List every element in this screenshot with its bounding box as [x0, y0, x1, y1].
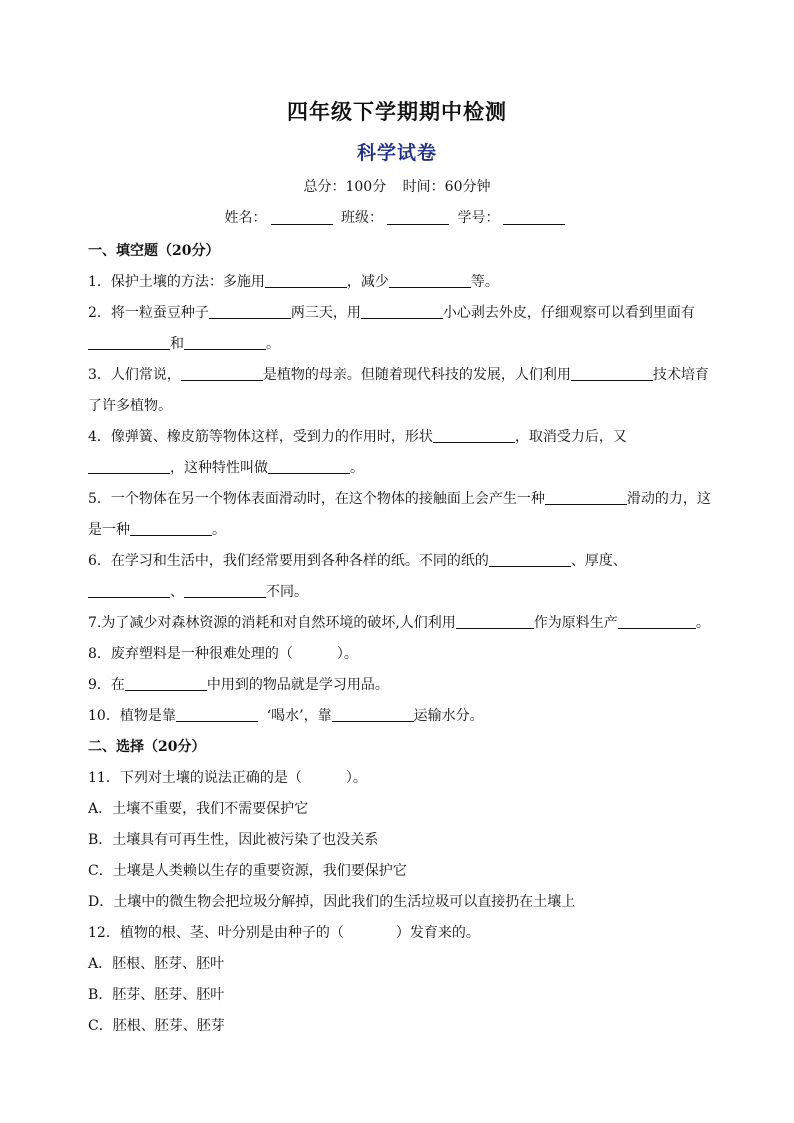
q8-text-b: ）。: [336, 646, 358, 662]
option-item: B．土壤具有可再生性，因此被污染了也没关系: [88, 832, 379, 848]
question-5-cont: [88, 515, 718, 546]
q1-text-b: ，减少: [346, 274, 389, 290]
q4-text-d: 。: [350, 460, 364, 476]
id-blank[interactable]: [503, 210, 565, 225]
question-10: [88, 701, 718, 732]
q12-stem-b: ）发育来的。: [395, 925, 480, 941]
question-7: [88, 608, 718, 639]
q11-stem-a: 11．下列对土壤的说法正确的是（: [88, 770, 302, 786]
q1-text-c: 等。: [470, 274, 499, 290]
answer-blank[interactable]: [433, 426, 515, 443]
q12-stem-a: 12．植物的根、茎、叶分别是由种子的（: [88, 925, 344, 941]
answer-blank[interactable]: [184, 333, 266, 350]
question-4-cont: [88, 453, 718, 484]
question-12: [88, 918, 718, 949]
q3-text-c: 技术培育: [652, 367, 709, 383]
question-3-cont: [88, 391, 718, 422]
q4-text-b: ，取消受力后，又: [514, 429, 627, 445]
time-limit: 时间：60分钟: [402, 179, 491, 195]
answer-blank[interactable]: [332, 705, 414, 722]
option-item: B．胚芽、胚芽、胚叶: [88, 987, 225, 1003]
q6-text-b: 、厚度、: [570, 553, 627, 569]
name-blank[interactable]: [271, 210, 333, 225]
q7-text-c: 。: [695, 615, 710, 631]
q7-text-a: 7.为了减少对森林资源的消耗和对自然环境的破坏,人们利用: [88, 615, 456, 631]
option-item: A．土壤不重要，我们不需要保护它: [88, 801, 309, 817]
question-11: [88, 763, 718, 794]
answer-blank[interactable]: [88, 457, 170, 474]
answer-blank[interactable]: [130, 519, 212, 536]
q4-text-c: ，这种特性叫做: [170, 460, 268, 476]
question-2-cont: [88, 329, 718, 360]
section-title: 一、填空题（20分）: [88, 243, 220, 259]
option-item: C．土壤是人类赖以生存的重要资源，我们要保护它: [88, 863, 407, 879]
q6-text-c: 、: [170, 584, 184, 600]
q10-text-a: 10．植物是靠: [88, 708, 176, 724]
answer-blank[interactable]: [456, 612, 534, 629]
answer-blank[interactable]: [489, 550, 571, 567]
class-blank[interactable]: [387, 210, 449, 225]
q6-text-d: 不同。: [266, 584, 308, 600]
q8-text-a: 8．废弃塑料是一种很难处理的（: [88, 646, 293, 662]
q6-text-a: 6．在学习和生活中，我们经常要用到各种各样的纸。不同的纸的: [88, 553, 489, 569]
q3-text-a: 3．人们常说，: [88, 367, 181, 383]
answer-blank[interactable]: [209, 302, 291, 319]
class-label: 班级：: [341, 210, 383, 226]
answer-blank[interactable]: [88, 333, 170, 350]
question-1: [88, 267, 718, 298]
q10-text-c: 运输水分。: [413, 708, 484, 724]
q5-text-b: 滑动的力，这: [626, 491, 711, 507]
section-title: 二、选择（20分）: [88, 739, 206, 755]
option-item: D．土壤中的微生物会把垃圾分解掉，因此我们的生活垃圾可以直接扔在土壤上: [88, 894, 576, 910]
q3-text-d: 了许多植物。: [88, 398, 172, 414]
answer-blank[interactable]: [571, 364, 653, 381]
q3-text-b: 是植物的母亲。但随着现代科技的发展，人们利用: [262, 367, 571, 383]
q5-text-a: 5．一个物体在另一个物体表面滑动时，在这个物体的接触面上会产生一种: [88, 491, 545, 507]
question-8: [88, 639, 718, 670]
q5-text-d: 。: [212, 522, 226, 538]
total-score: 总分：100分: [303, 179, 387, 195]
q2-text-a: 2．将一粒蚕豆种子: [88, 305, 209, 321]
answer-blank[interactable]: [618, 612, 696, 629]
answer-blank[interactable]: [181, 364, 263, 381]
q2-text-b: 两三天，用: [290, 305, 361, 321]
option-item: A．胚根、胚芽、胚叶: [88, 956, 225, 972]
question-6: [88, 546, 718, 577]
q2-text-e: 。: [266, 336, 280, 352]
answer-blank[interactable]: [361, 302, 443, 319]
answer-blank[interactable]: [125, 674, 207, 691]
q9-text-a: 9．在: [88, 677, 125, 693]
q4-text-a: 4．像弹簧、橡皮筋等物体这样，受到力的作用时，形状: [88, 429, 433, 445]
question-5: [88, 484, 718, 515]
exam-content: [88, 236, 718, 1042]
question-4: [88, 422, 718, 453]
q2-text-d: 和: [170, 336, 184, 352]
exam-subtitle: 科学试卷: [356, 142, 437, 164]
answer-blank[interactable]: [545, 488, 627, 505]
question-9: [88, 670, 718, 701]
q9-text-b: 中用到的物品就是学习用品。: [206, 677, 389, 693]
name-label: 姓名：: [224, 210, 267, 226]
question-6-cont: [88, 577, 718, 608]
question-2: [88, 298, 718, 329]
q1-text-a: 1．保护土壤的方法：多施用: [88, 274, 265, 290]
exam-meta: [0, 176, 794, 196]
option-item: C．胚根、胚芽、胚芽: [88, 1018, 225, 1034]
q5-text-c: 是一种: [88, 522, 130, 538]
answer-blank[interactable]: [184, 581, 266, 598]
answer-blank[interactable]: [265, 271, 347, 288]
exam-title: 四年级下学期期中检测: [287, 99, 507, 124]
q10-text-b: ‘喝水’，靠: [266, 708, 332, 724]
q7-text-b: 作为原料生产: [533, 615, 618, 631]
student-info: [0, 207, 794, 227]
answer-blank[interactable]: [389, 271, 471, 288]
id-label: 学号：: [457, 210, 500, 226]
answer-blank[interactable]: [176, 705, 258, 722]
q11-stem-b: ）。: [345, 770, 367, 786]
answer-blank[interactable]: [88, 581, 170, 598]
question-3: [88, 360, 718, 391]
q2-text-c: 小心剥去外皮，仔细观察可以看到里面有: [442, 305, 695, 321]
answer-blank[interactable]: [268, 457, 350, 474]
